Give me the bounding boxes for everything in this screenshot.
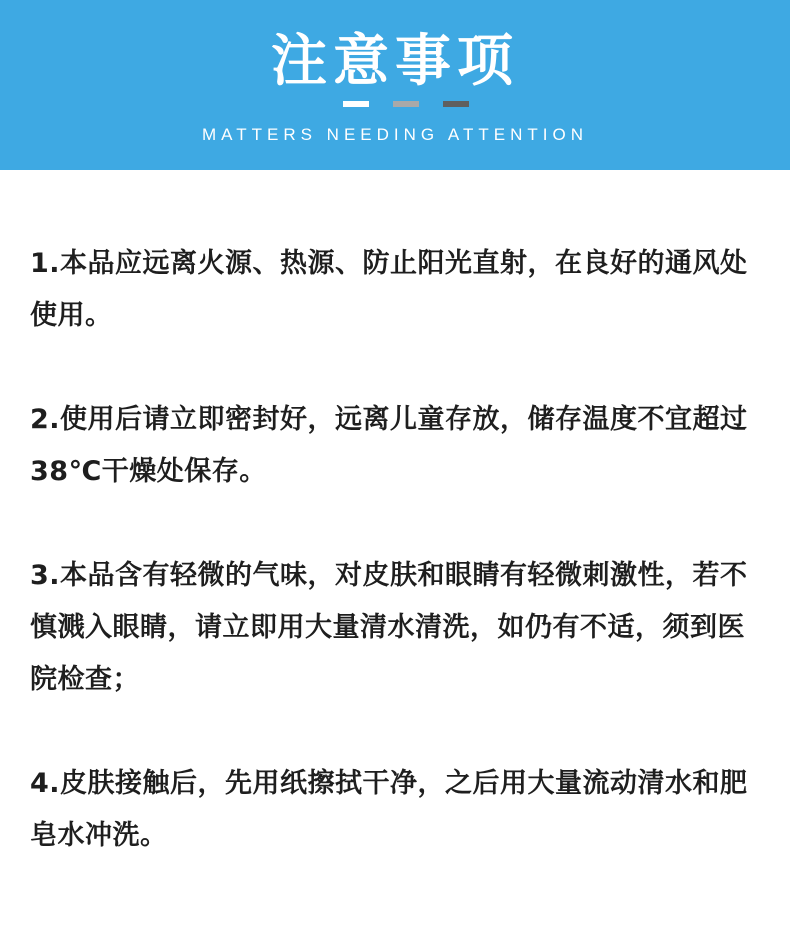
note-item-4: 4.皮肤接触后，先用纸擦拭干净，之后用大量流动清水和肥皂水冲洗。 xyxy=(30,768,748,851)
note-item-3: 3.本品含有轻微的气味，对皮肤和眼睛有轻微刺激性，若不慎溅入眼睛，请立即用大量清水清洗，如仍有不适，须到医院检查； xyxy=(30,560,748,695)
decorative-dashes xyxy=(0,101,790,107)
dash-white xyxy=(343,101,369,107)
header-banner xyxy=(0,0,790,170)
dash-dark-gray xyxy=(443,101,469,107)
page-title: 注意事项 xyxy=(271,29,519,94)
note-item-2: 2.使用后请立即密封好，远离儿童存放，储存温度不宜超过38℃干燥处保存。 xyxy=(30,404,748,487)
notes-list xyxy=(30,238,770,862)
dash-light-gray xyxy=(393,101,419,107)
page-subtitle: MATTERS NEEDING ATTENTION xyxy=(202,125,588,144)
note-item-1: 1.本品应远离火源、热源、防止阳光直射，在良好的通风处使用。 xyxy=(30,248,748,331)
